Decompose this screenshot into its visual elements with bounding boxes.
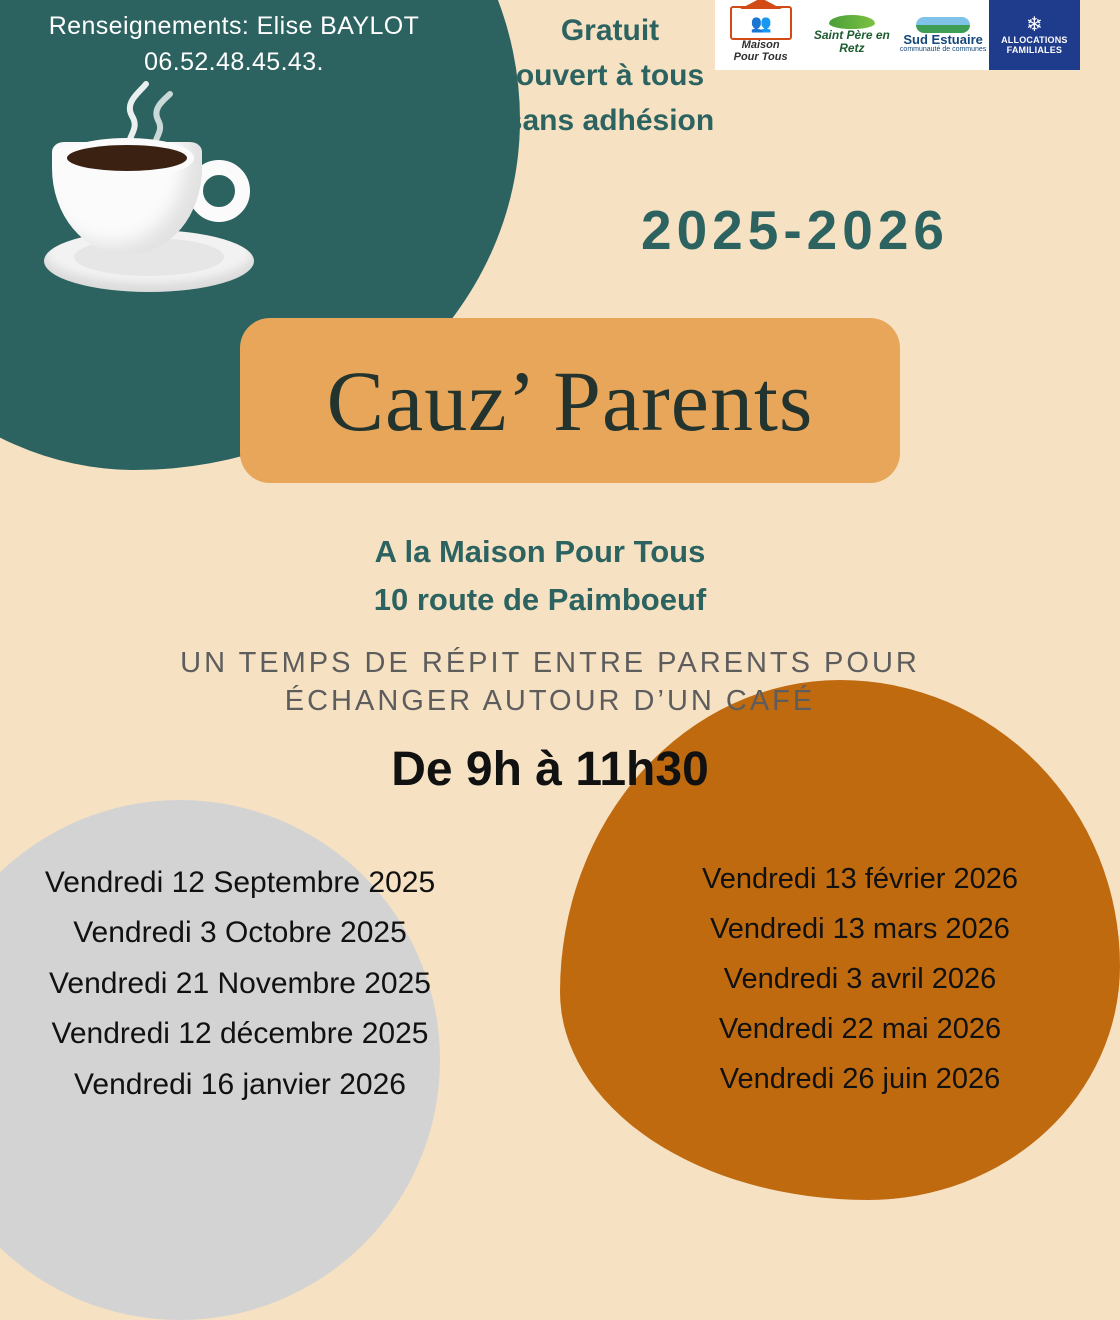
list-item: Vendredi 12 décembre 2025 bbox=[51, 1017, 429, 1051]
dates-column-right bbox=[650, 855, 1070, 1104]
hours-text: De 9h à 11h30 bbox=[391, 743, 709, 796]
logo-saint-pere-en-retz bbox=[806, 0, 897, 70]
coffee-cup-icon bbox=[30, 80, 260, 310]
free-line-1: Gratuit bbox=[560, 14, 660, 47]
house-icon bbox=[730, 6, 792, 40]
wave-icon bbox=[916, 17, 970, 33]
contact-phone: 06.52.48.45.43. bbox=[144, 48, 324, 77]
list-item: Vendredi 16 janvier 2026 bbox=[74, 1067, 406, 1101]
dates-column-left bbox=[10, 858, 470, 1110]
list-item: Vendredi 22 mai 2026 bbox=[718, 1012, 1002, 1045]
free-line-2: ouvert à tous bbox=[515, 59, 705, 92]
logo-mpt-line-2: Pour Tous bbox=[733, 51, 788, 63]
leaf-icon bbox=[829, 15, 875, 29]
people-icon: 👥 bbox=[750, 13, 771, 33]
list-item: Vendredi 13 février 2026 bbox=[702, 863, 1018, 895]
description-line-2: ÉCHANGER AUTOUR D’UN CAFÉ bbox=[284, 684, 816, 717]
season-year: 2025-2026 bbox=[640, 199, 950, 261]
partner-logos-bar bbox=[715, 0, 1080, 70]
venue-info bbox=[190, 528, 890, 624]
description-line-1: UN TEMPS DE RÉPIT ENTRE PARENTS POUR bbox=[180, 647, 920, 679]
free-line-3: sans adhésion bbox=[505, 104, 715, 137]
coffee-liquid bbox=[60, 138, 194, 178]
logo-allocations-familiales bbox=[989, 0, 1080, 70]
logo-caf-line-2: FAMILIALES bbox=[1006, 44, 1063, 55]
logo-sud-estuaire bbox=[898, 0, 989, 70]
logo-se-name: Sud Estuaire bbox=[903, 31, 983, 47]
contact-line-1: Renseignements: Elise BAYLOT bbox=[48, 12, 420, 40]
logo-se-sub: communauté de communes bbox=[899, 46, 987, 54]
venue-address: 10 route de Paimboeuf bbox=[373, 582, 707, 618]
list-item: Vendredi 21 Novembre 2025 bbox=[49, 966, 431, 1000]
logo-mpt-line-1: Maison bbox=[741, 39, 780, 52]
snowflake-icon: ❄ bbox=[1025, 14, 1043, 37]
page-title: Cauz’ Parents bbox=[326, 352, 814, 449]
contact-info bbox=[34, 8, 434, 81]
list-item: Vendredi 3 avril 2026 bbox=[723, 962, 997, 995]
list-item: Vendredi 26 juin 2026 bbox=[719, 1062, 1001, 1095]
logo-caf-line-1: ALLOCATIONS bbox=[1001, 35, 1068, 46]
free-notice bbox=[480, 8, 740, 143]
title-banner bbox=[240, 318, 900, 483]
list-item: Vendredi 3 Octobre 2025 bbox=[73, 916, 407, 950]
list-item: Vendredi 13 mars 2026 bbox=[710, 912, 1010, 945]
description bbox=[110, 645, 990, 720]
venue-name: A la Maison Pour Tous bbox=[374, 534, 706, 569]
list-item: Vendredi 12 Septembre 2025 bbox=[44, 866, 436, 899]
logo-spr-name: Saint Père en Retz bbox=[813, 28, 890, 55]
logo-maison-pour-tous bbox=[715, 0, 806, 70]
